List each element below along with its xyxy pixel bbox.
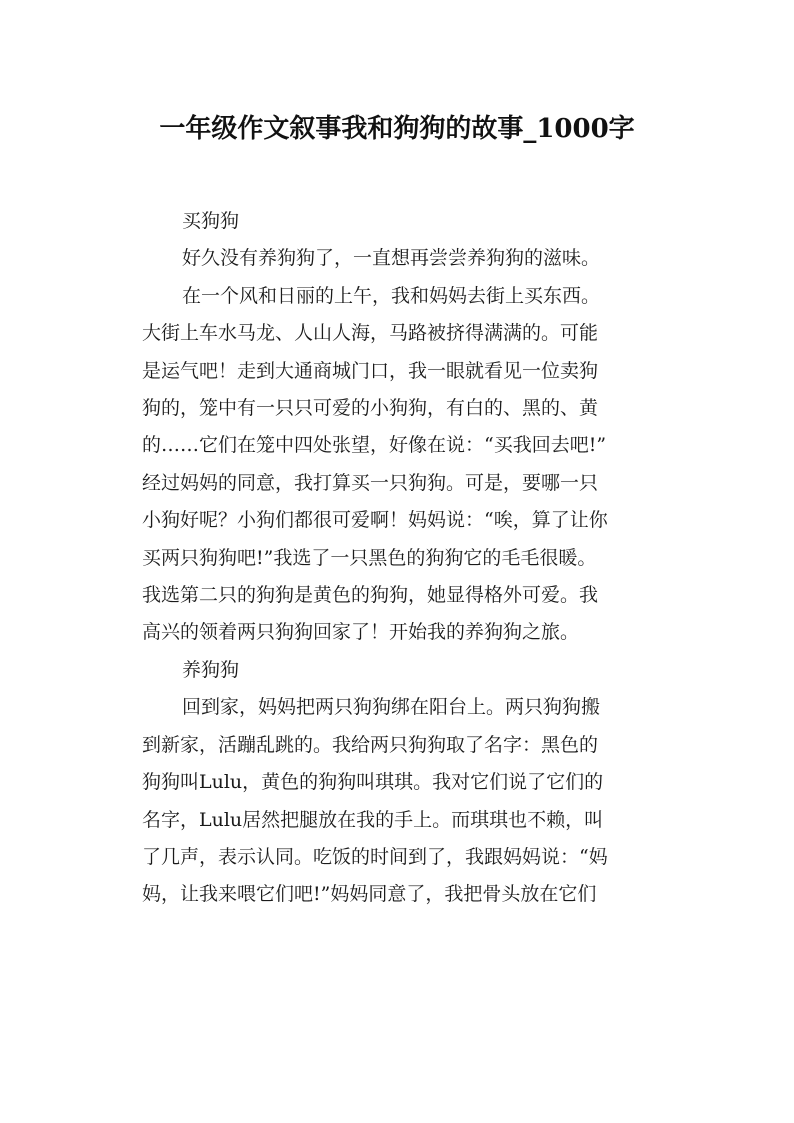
section-heading: 买狗狗 xyxy=(182,210,240,232)
paragraph xyxy=(142,278,662,652)
text-line: 了几声，表示认同。吃饭的时间到了，我跟妈妈说：“妈 xyxy=(142,845,608,868)
text-line: 我选第二只的狗狗是黄色的狗狗，她显得格外可爱。我 xyxy=(142,584,599,607)
paragraph xyxy=(142,240,662,277)
text-line: 的……它们在笼中四处张望，好像在说：“买我回去吧!” xyxy=(142,434,607,457)
document-body xyxy=(142,203,662,914)
document-title: 一年级作文叙事我和狗狗的故事_1000字 xyxy=(159,114,635,144)
text-line: 大街上车水马龙、人山人海，马路被挤得满满的。可能 xyxy=(142,322,599,345)
text-line: 到新家，活蹦乱跳的。我给两只狗狗取了名字：黑色的 xyxy=(142,733,599,756)
text-line: 妈，让我来喂它们吧!”妈妈同意了，我把骨头放在它们 xyxy=(142,883,597,906)
text-line: 小狗好呢？小狗们都很可爱啊！妈妈说：“唉，算了让你 xyxy=(142,509,608,532)
text-line: 经过妈妈的同意，我打算买一只狗狗。可是，要哪一只 xyxy=(142,471,599,494)
text-line: 在一个风和日丽的上午，我和妈妈去街上买东西。 xyxy=(182,284,601,307)
text-line: 狗狗叫Lulu，黄色的狗狗叫琪琪。我对它们说了它们的 xyxy=(142,771,604,794)
text-line: 狗的，笼中有一只只可爱的小狗狗，有白的、黑的、黄 xyxy=(142,397,599,420)
text-line: 好久没有养狗狗了，一直想再尝尝养狗狗的滋味。 xyxy=(182,247,601,270)
text-line: 名字，Lulu居然把腿放在我的手上。而琪琪也不赖，叫 xyxy=(142,808,604,831)
section-heading: 养狗狗 xyxy=(182,658,240,681)
text-line: 买两只狗狗吧!”我选了一只黑色的狗狗它的毛毛很暖。 xyxy=(142,546,597,569)
text-line: 高兴的领着两只狗狗回家了！开始我的养狗狗之旅。 xyxy=(142,621,580,644)
text-line: 回到家，妈妈把两只狗狗绑在阳台上。两只狗狗搬 xyxy=(182,696,601,719)
paragraph xyxy=(142,689,662,913)
text-line: 是运气吧！走到大通商城门口，我一眼就看见一位卖狗 xyxy=(142,359,599,382)
